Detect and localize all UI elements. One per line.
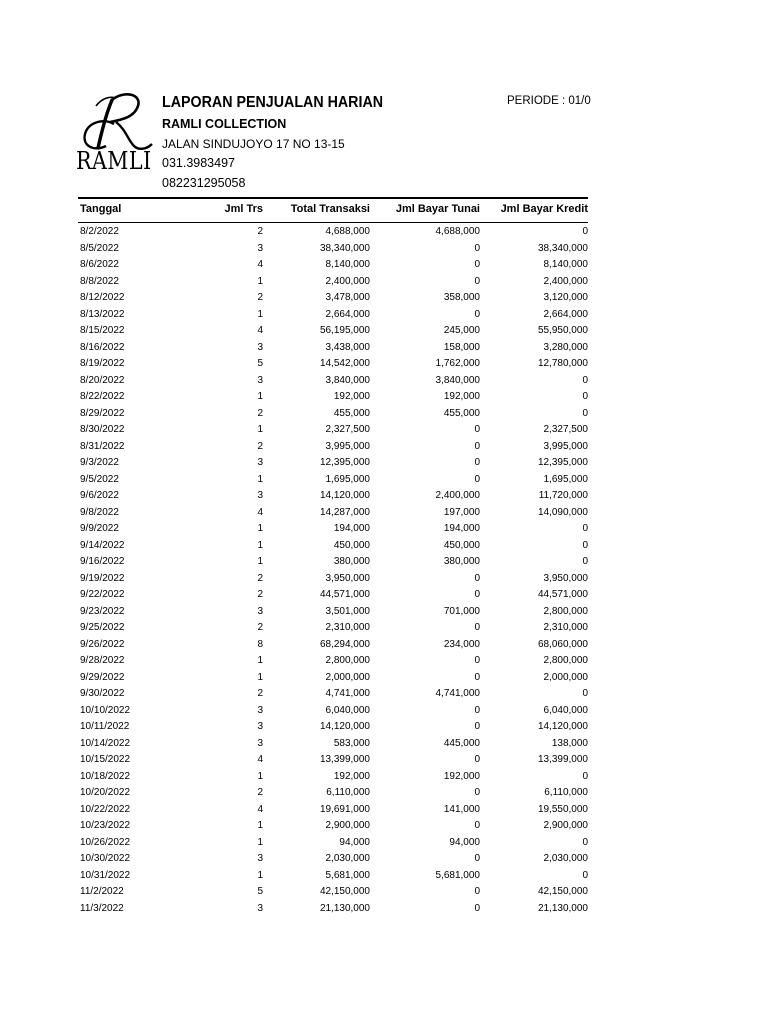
- table-row: [0, 586, 768, 603]
- cell-tanggal: 8/13/2022: [80, 308, 125, 320]
- cell-total-transaksi: 583,000: [333, 737, 370, 749]
- cell-jml-trs: 3: [257, 737, 263, 749]
- cell-bayar-tunai: 0: [474, 572, 480, 584]
- cell-tanggal: 10/14/2022: [80, 737, 131, 749]
- cell-tanggal: 10/26/2022: [80, 836, 131, 848]
- table-row: [0, 867, 768, 884]
- table-row: [0, 487, 768, 504]
- company-mobile: 082231295058: [162, 176, 246, 190]
- cell-bayar-tunai: 5,681,000: [435, 869, 480, 881]
- cell-bayar-tunai: 197,000: [443, 506, 480, 518]
- cell-total-transaksi: 94,000: [339, 836, 370, 848]
- table-row: [0, 801, 768, 818]
- cell-jml-trs: 1: [257, 836, 263, 848]
- cell-tanggal: 8/19/2022: [80, 358, 125, 369]
- cell-bayar-tunai: 0: [474, 424, 480, 435]
- table-row: [0, 553, 768, 570]
- cell-bayar-tunai: 0: [474, 589, 480, 600]
- cell-jml-trs: 3: [257, 242, 263, 254]
- cell-bayar-kredit: 0: [582, 374, 588, 386]
- cell-bayar-tunai: 0: [474, 440, 480, 452]
- cell-bayar-kredit: 0: [582, 539, 588, 551]
- cell-bayar-kredit: 68,060,000: [537, 638, 588, 650]
- cell-total-transaksi: 2,000,000: [325, 671, 370, 683]
- cell-tanggal: 8/12/2022: [80, 292, 125, 303]
- cell-total-transaksi: 3,478,000: [325, 292, 370, 303]
- table-row: [0, 768, 768, 785]
- cell-total-transaksi: 192,000: [333, 391, 370, 402]
- table-row: [0, 834, 768, 851]
- cell-bayar-tunai: 450,000: [443, 539, 480, 551]
- cell-bayar-kredit: 3,280,000: [543, 341, 588, 353]
- table-row: [0, 883, 768, 900]
- cell-jml-trs: 1: [257, 820, 263, 831]
- cell-bayar-tunai: 192,000: [443, 770, 480, 782]
- table-row: [0, 718, 768, 735]
- cell-bayar-tunai: 0: [474, 242, 480, 254]
- cell-bayar-tunai: 192,000: [443, 391, 480, 402]
- cell-total-transaksi: 3,950,000: [325, 572, 370, 584]
- cell-bayar-kredit: 1,695,000: [543, 473, 588, 485]
- cell-jml-trs: 3: [257, 490, 263, 501]
- cell-total-transaksi: 380,000: [333, 556, 370, 567]
- table-row: [0, 289, 768, 306]
- report-title: LAPORAN PENJUALAN HARIAN: [162, 94, 384, 111]
- cell-tanggal: 10/11/2022: [80, 721, 130, 732]
- cell-bayar-kredit: 8,140,000: [543, 259, 588, 270]
- table-row: [0, 223, 768, 240]
- cell-bayar-kredit: 14,120,000: [537, 721, 588, 732]
- cell-tanggal: 9/19/2022: [80, 572, 125, 584]
- cell-total-transaksi: 12,395,000: [319, 457, 370, 468]
- cell-jml-trs: 2: [257, 787, 263, 798]
- table-row: [0, 438, 768, 455]
- cell-total-transaksi: 450,000: [333, 539, 370, 551]
- cell-total-transaksi: 6,040,000: [325, 704, 370, 716]
- cell-tanggal: 8/31/2022: [80, 440, 125, 452]
- cell-jml-trs: 2: [257, 226, 263, 237]
- cell-tanggal: 9/26/2022: [80, 638, 125, 650]
- cell-bayar-kredit: 0: [582, 391, 588, 402]
- company-logo: [76, 92, 158, 180]
- cell-bayar-tunai: 701,000: [443, 605, 480, 617]
- cell-bayar-kredit: 14,090,000: [537, 506, 588, 518]
- table-row: [0, 322, 768, 339]
- cell-jml-trs: 1: [257, 539, 263, 551]
- cell-total-transaksi: 192,000: [333, 770, 370, 782]
- cell-total-transaksi: 14,120,000: [319, 490, 370, 501]
- cell-bayar-tunai: 0: [474, 457, 480, 468]
- cell-bayar-tunai: 0: [474, 787, 480, 798]
- cell-bayar-kredit: 2,400,000: [543, 275, 588, 287]
- cell-total-transaksi: 13,399,000: [319, 754, 370, 765]
- cell-jml-trs: 4: [257, 506, 263, 518]
- table-row: [0, 273, 768, 290]
- cell-total-transaksi: 2,400,000: [325, 275, 370, 287]
- column-header-bayar-tunai: Jml Bayar Tunai: [395, 203, 480, 215]
- table-row: [0, 669, 768, 686]
- cell-bayar-kredit: 2,800,000: [543, 605, 588, 617]
- cell-tanggal: 10/10/2022: [80, 704, 131, 716]
- cell-tanggal: 8/20/2022: [80, 374, 125, 386]
- cell-total-transaksi: 44,571,000: [319, 589, 370, 600]
- cell-bayar-tunai: 358,000: [443, 292, 480, 303]
- cell-tanggal: 10/22/2022: [80, 803, 131, 815]
- cell-bayar-tunai: 245,000: [443, 325, 480, 336]
- table-row: [0, 619, 768, 636]
- cell-tanggal: 9/3/2022: [80, 457, 119, 468]
- cell-total-transaksi: 3,840,000: [325, 374, 370, 386]
- cell-jml-trs: 2: [257, 572, 263, 584]
- cell-total-transaksi: 194,000: [333, 523, 370, 534]
- cell-tanggal: 9/9/2022: [80, 523, 119, 534]
- cell-total-transaksi: 3,501,000: [325, 605, 370, 617]
- cell-tanggal: 10/15/2022: [80, 754, 131, 765]
- company-name: RAMLI COLLECTION: [162, 117, 287, 131]
- cell-bayar-tunai: 94,000: [449, 836, 480, 848]
- cell-bayar-kredit: 44,571,000: [537, 589, 588, 600]
- cell-jml-trs: 5: [257, 886, 263, 897]
- cell-tanggal: 8/16/2022: [80, 341, 125, 353]
- cell-tanggal: 8/15/2022: [80, 325, 125, 336]
- table-row: [0, 454, 768, 471]
- cell-tanggal: 10/18/2022: [80, 770, 131, 782]
- cell-bayar-kredit: 11,720,000: [538, 490, 588, 501]
- cell-jml-trs: 1: [257, 770, 263, 782]
- cell-jml-trs: 1: [257, 671, 263, 683]
- cell-bayar-kredit: 0: [582, 836, 588, 848]
- cell-jml-trs: 2: [257, 622, 263, 633]
- cell-jml-trs: 2: [257, 688, 263, 699]
- cell-bayar-tunai: 0: [474, 275, 480, 287]
- cell-tanggal: 8/29/2022: [80, 407, 125, 419]
- cell-bayar-kredit: 2,000,000: [543, 671, 588, 683]
- cell-tanggal: 11/2/2022: [80, 886, 124, 897]
- cell-jml-trs: 3: [257, 341, 263, 353]
- cell-jml-trs: 2: [257, 440, 263, 452]
- table-row: [0, 339, 768, 356]
- cell-tanggal: 9/25/2022: [80, 622, 125, 633]
- cell-tanggal: 10/20/2022: [80, 787, 131, 798]
- cell-bayar-kredit: 2,664,000: [543, 308, 588, 320]
- cell-tanggal: 9/28/2022: [80, 655, 125, 666]
- table-row: [0, 306, 768, 323]
- cell-jml-trs: 1: [257, 391, 263, 402]
- cell-jml-trs: 2: [257, 589, 263, 600]
- cell-bayar-tunai: 0: [474, 886, 480, 897]
- cell-bayar-tunai: 3,840,000: [435, 374, 480, 386]
- cell-total-transaksi: 2,310,000: [325, 622, 370, 633]
- cell-total-transaksi: 68,294,000: [319, 638, 370, 650]
- cell-bayar-kredit: 42,150,000: [537, 886, 588, 897]
- cell-tanggal: 8/2/2022: [80, 226, 119, 237]
- table-row: [0, 817, 768, 834]
- cell-total-transaksi: 14,287,000: [319, 506, 370, 518]
- cell-bayar-kredit: 3,120,000: [543, 292, 588, 303]
- table-row: [0, 784, 768, 801]
- cell-jml-trs: 4: [257, 803, 263, 815]
- cell-bayar-kredit: 2,800,000: [543, 655, 588, 666]
- cell-jml-trs: 3: [257, 721, 263, 732]
- cell-jml-trs: 1: [257, 655, 263, 666]
- cell-tanggal: 10/30/2022: [80, 853, 131, 864]
- column-header-jml-trs: Jml Trs: [224, 203, 263, 215]
- cell-jml-trs: 2: [257, 407, 263, 419]
- table-row: [0, 355, 768, 372]
- cell-bayar-tunai: 158,000: [443, 341, 480, 353]
- cell-bayar-tunai: 0: [474, 473, 480, 485]
- cell-bayar-kredit: 2,310,000: [543, 622, 588, 633]
- cell-total-transaksi: 4,741,000: [325, 688, 370, 699]
- cell-bayar-kredit: 6,040,000: [543, 704, 588, 716]
- cell-total-transaksi: 3,995,000: [325, 440, 370, 452]
- table-row: [0, 900, 768, 917]
- cell-tanggal: 9/30/2022: [80, 688, 125, 699]
- column-header-total-transaksi: Total Transaksi: [290, 203, 370, 215]
- cell-bayar-kredit: 0: [582, 226, 588, 237]
- cell-total-transaksi: 21,130,000: [319, 902, 370, 914]
- cell-total-transaksi: 14,120,000: [319, 721, 370, 732]
- cell-total-transaksi: 5,681,000: [325, 869, 370, 881]
- cell-bayar-kredit: 12,395,000: [537, 457, 588, 468]
- cell-bayar-kredit: 138,000: [551, 737, 588, 749]
- table-row: [0, 256, 768, 273]
- cell-bayar-tunai: 234,000: [443, 638, 480, 650]
- table-row: [0, 405, 768, 422]
- cell-tanggal: 8/5/2022: [80, 242, 119, 254]
- cell-tanggal: 8/22/2022: [80, 391, 125, 402]
- cell-bayar-tunai: 0: [474, 655, 480, 666]
- cell-jml-trs: 1: [257, 556, 263, 567]
- table-row: [0, 570, 768, 587]
- cell-jml-trs: 3: [257, 902, 263, 914]
- cell-bayar-kredit: 2,030,000: [543, 853, 588, 864]
- cell-tanggal: 9/14/2022: [80, 539, 125, 551]
- company-address: JALAN SINDUJOYO 17 NO 13-15: [162, 137, 345, 151]
- cell-total-transaksi: 4,688,000: [325, 226, 370, 237]
- cell-bayar-kredit: 12,780,000: [537, 358, 588, 369]
- sales-table-body: [0, 223, 768, 916]
- cell-tanggal: 9/8/2022: [80, 506, 119, 518]
- cell-bayar-kredit: 19,550,000: [537, 803, 588, 815]
- table-row: [0, 850, 768, 867]
- cell-total-transaksi: 2,030,000: [325, 853, 370, 864]
- cell-total-transaksi: 2,664,000: [325, 308, 370, 320]
- column-header-tanggal: Tanggal: [80, 203, 122, 215]
- table-row: [0, 520, 768, 537]
- logo-wordmark: RAMLI: [76, 147, 152, 175]
- cell-jml-trs: 3: [257, 853, 263, 864]
- cell-bayar-tunai: 0: [474, 622, 480, 633]
- report-period: PERIODE : 01/0: [507, 95, 591, 107]
- cell-jml-trs: 1: [257, 523, 263, 534]
- cell-bayar-kredit: 3,995,000: [543, 440, 588, 452]
- table-top-rule: [78, 197, 588, 199]
- table-row: [0, 603, 768, 620]
- cell-bayar-tunai: 0: [474, 853, 480, 864]
- cell-tanggal: 10/31/2022: [80, 869, 131, 881]
- cell-bayar-kredit: 0: [582, 523, 588, 534]
- cell-jml-trs: 4: [257, 325, 263, 336]
- cell-total-transaksi: 2,900,000: [325, 820, 370, 831]
- cell-bayar-kredit: 38,340,000: [537, 242, 588, 254]
- cell-total-transaksi: 6,110,000: [326, 787, 370, 798]
- cell-bayar-kredit: 2,900,000: [543, 820, 588, 831]
- cell-tanggal: 9/5/2022: [80, 473, 119, 485]
- cell-total-transaksi: 56,195,000: [319, 325, 370, 336]
- cell-bayar-kredit: 6,110,000: [544, 787, 588, 798]
- cell-bayar-tunai: 0: [474, 721, 480, 732]
- cell-jml-trs: 3: [257, 605, 263, 617]
- cell-total-transaksi: 3,438,000: [325, 341, 370, 353]
- cell-tanggal: 10/23/2022: [80, 820, 131, 831]
- cell-bayar-kredit: 3,950,000: [543, 572, 588, 584]
- cell-tanggal: 9/6/2022: [80, 490, 119, 501]
- cell-bayar-tunai: 0: [474, 704, 480, 716]
- cell-bayar-kredit: 2,327,500: [543, 424, 588, 435]
- cell-jml-trs: 3: [257, 704, 263, 716]
- cell-tanggal: 9/23/2022: [80, 605, 125, 617]
- cell-total-transaksi: 2,327,500: [325, 424, 370, 435]
- company-phone: 031.3983497: [162, 156, 235, 170]
- cell-bayar-kredit: 0: [582, 407, 588, 419]
- cell-tanggal: 9/22/2022: [80, 589, 125, 600]
- cell-jml-trs: 1: [257, 869, 263, 881]
- cell-bayar-tunai: 141,000: [443, 803, 480, 815]
- cell-bayar-tunai: 1,762,000: [435, 358, 480, 369]
- cell-total-transaksi: 2,800,000: [325, 655, 370, 666]
- cell-jml-trs: 3: [257, 374, 263, 386]
- table-row: [0, 685, 768, 702]
- column-header-bayar-kredit: Jml Bayar Kredit: [500, 203, 588, 215]
- table-row: [0, 240, 768, 257]
- cell-jml-trs: 4: [257, 259, 263, 270]
- table-row: [0, 421, 768, 438]
- cell-total-transaksi: 38,340,000: [319, 242, 370, 254]
- table-row: [0, 471, 768, 488]
- cell-jml-trs: 1: [257, 424, 263, 435]
- cell-total-transaksi: 8,140,000: [325, 259, 370, 270]
- cell-bayar-tunai: 4,741,000: [435, 688, 480, 699]
- cell-bayar-tunai: 380,000: [443, 556, 480, 567]
- cell-bayar-kredit: 21,130,000: [537, 902, 588, 914]
- cell-jml-trs: 4: [257, 754, 263, 765]
- table-row: [0, 751, 768, 768]
- cell-tanggal: 8/6/2022: [80, 259, 119, 270]
- cell-bayar-tunai: 455,000: [443, 407, 480, 419]
- cell-bayar-tunai: 0: [474, 671, 480, 683]
- cell-bayar-tunai: 2,400,000: [435, 490, 480, 501]
- cell-bayar-tunai: 445,000: [443, 737, 480, 749]
- cell-tanggal: 11/3/2022: [80, 902, 124, 914]
- cell-bayar-kredit: 0: [582, 869, 588, 881]
- cell-bayar-kredit: 0: [582, 770, 588, 782]
- table-row: [0, 702, 768, 719]
- cell-jml-trs: 1: [257, 275, 263, 287]
- cell-tanggal: 8/8/2022: [80, 275, 119, 287]
- cell-total-transaksi: 455,000: [333, 407, 370, 419]
- table-row: [0, 372, 768, 389]
- cell-bayar-tunai: 0: [474, 308, 480, 320]
- table-row: [0, 652, 768, 669]
- table-row: [0, 537, 768, 554]
- cell-jml-trs: 1: [257, 308, 263, 320]
- cell-jml-trs: 3: [257, 457, 263, 468]
- cell-tanggal: 8/30/2022: [80, 424, 125, 435]
- cell-bayar-tunai: 4,688,000: [435, 226, 480, 237]
- table-row: [0, 735, 768, 752]
- cell-bayar-tunai: 0: [474, 754, 480, 765]
- cell-bayar-kredit: 0: [582, 556, 588, 567]
- cell-total-transaksi: 42,150,000: [319, 886, 370, 897]
- cell-bayar-tunai: 0: [474, 820, 480, 831]
- cell-total-transaksi: 1,695,000: [325, 473, 370, 485]
- table-row: [0, 504, 768, 521]
- cell-jml-trs: 2: [257, 292, 263, 303]
- cell-bayar-kredit: 0: [582, 688, 588, 699]
- cell-jml-trs: 5: [257, 358, 263, 369]
- cell-jml-trs: 1: [257, 473, 263, 485]
- cell-bayar-tunai: 0: [474, 902, 480, 914]
- cell-total-transaksi: 14,542,000: [319, 358, 370, 369]
- table-row: [0, 636, 768, 653]
- cell-bayar-kredit: 55,950,000: [537, 325, 588, 336]
- cell-tanggal: 9/16/2022: [80, 556, 125, 567]
- cell-total-transaksi: 19,691,000: [319, 803, 370, 815]
- cell-bayar-tunai: 194,000: [443, 523, 480, 534]
- cell-tanggal: 9/29/2022: [80, 671, 125, 683]
- script-r-monogram-icon: [76, 92, 158, 154]
- cell-bayar-kredit: 13,399,000: [537, 754, 588, 765]
- cell-jml-trs: 8: [257, 638, 263, 650]
- cell-bayar-tunai: 0: [474, 259, 480, 270]
- table-row: [0, 388, 768, 405]
